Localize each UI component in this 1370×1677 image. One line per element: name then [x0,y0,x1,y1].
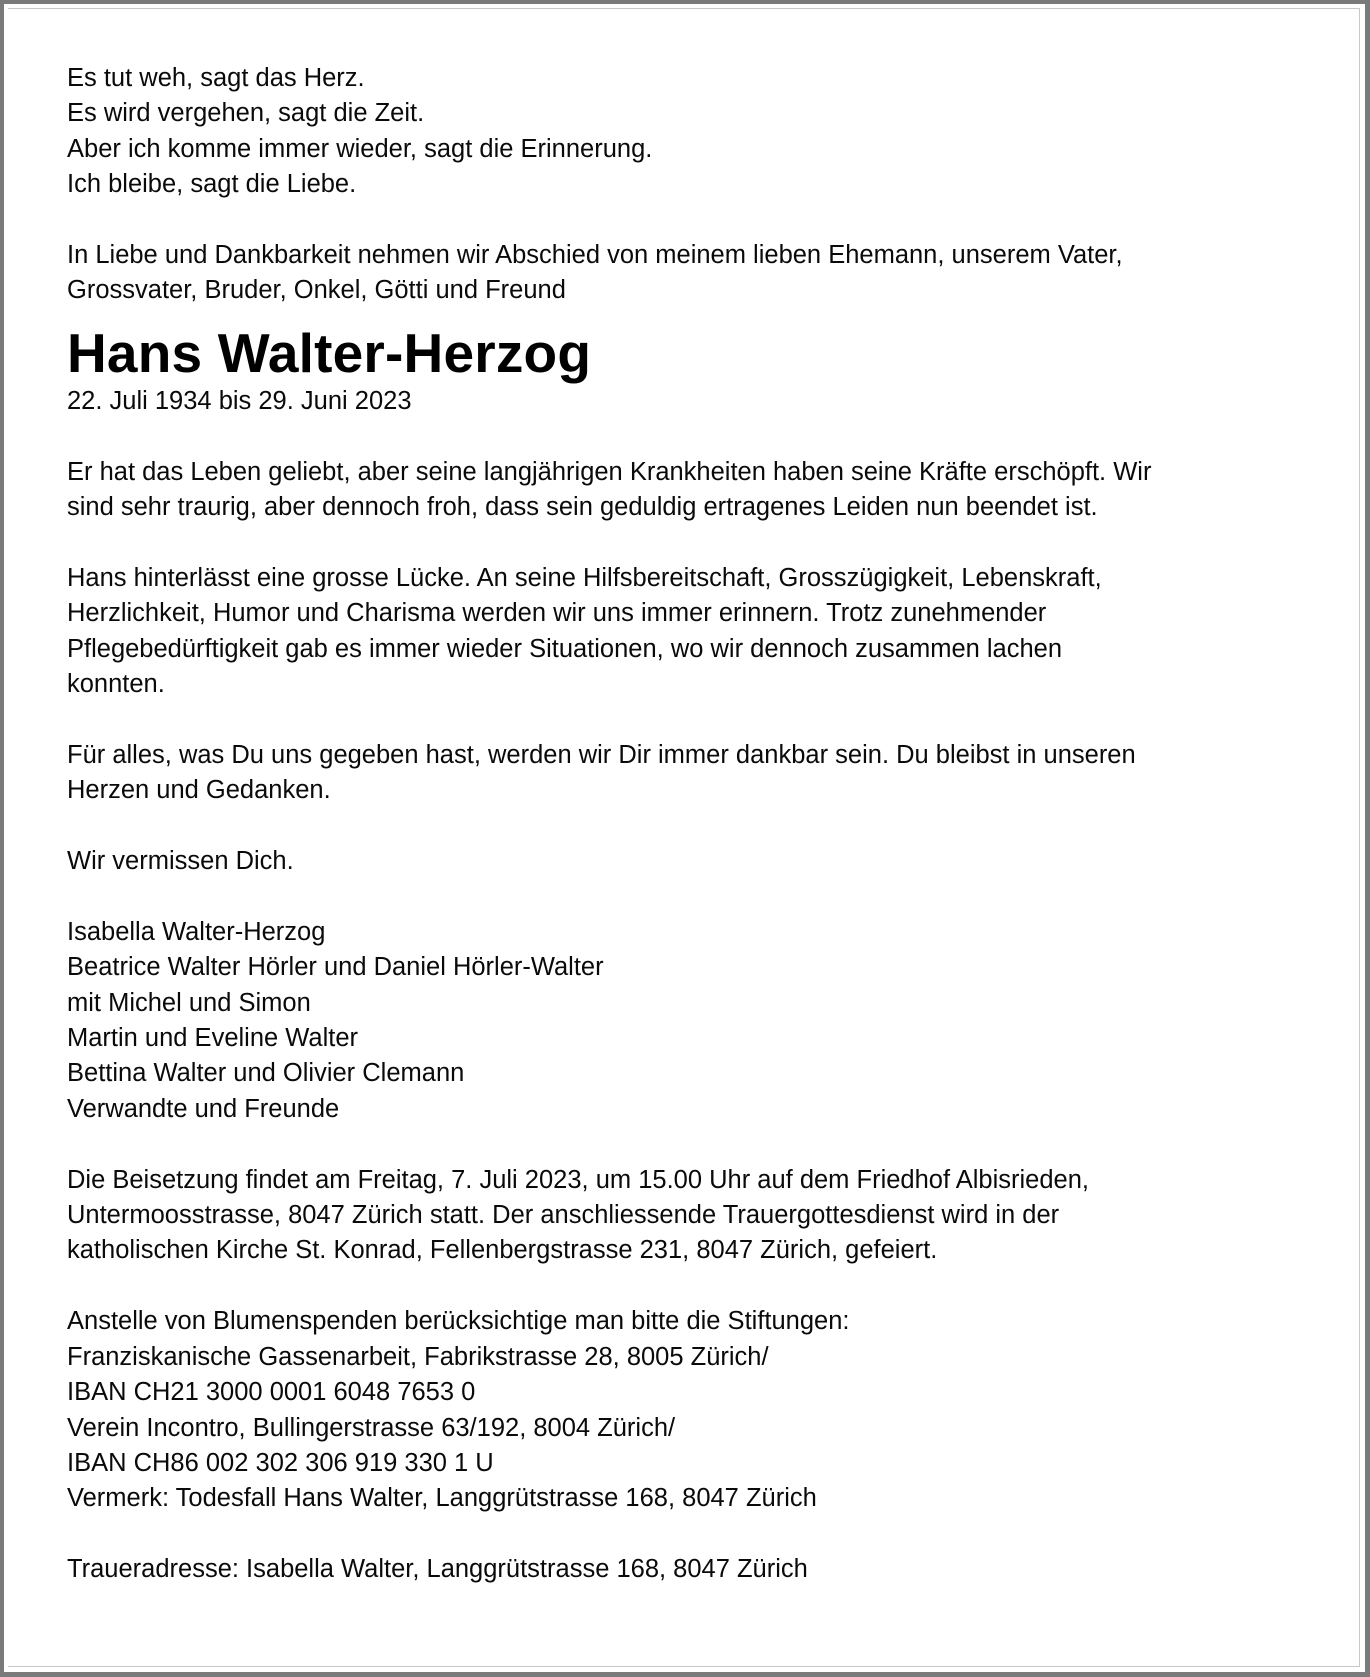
life-dates [67,384,1317,419]
spacer [67,702,1317,737]
donation-reference: Vermerk: Todesfall Hans Walter, Langgrütstrasse 168, 8047 Zürich [67,1484,817,1513]
spacer [67,1127,1317,1162]
donation-line: Anstelle von Blumenspenden berücksichtige man bitte die Stiftungen: [67,1307,850,1336]
paragraph-line: Er hat das Leben geliebt, aber seine langjährigen Krankheiten haben seine Kräfte erschöpft. Wir [67,457,1152,486]
frame-inner-line-top [8,8,1360,9]
funeral-details [67,1163,1317,1269]
paragraph-line: Hans hinterlässt eine grosse Lücke. An seine Hilfsbereitschaft, Grosszügigkeit, Lebenskraft, [67,563,1102,592]
spacer [67,203,1317,238]
spacer [67,419,1317,454]
paragraph-line: Für alles, was Du uns gegeben hast, werden wir Dir immer dankbar sein. Du bleibst in unseren [67,740,1136,769]
closing-line [67,844,1317,879]
poem-line: Ich bleibe, sagt die Liebe. [67,170,357,199]
paragraph-gratitude [67,738,1317,809]
funeral-line: Untermoosstrasse, 8047 Zürich statt. Der anschliessende Trauergottesdienst wird in der [67,1201,1060,1230]
donation-line: Franziskanische Gassenarbeit, Fabrikstrasse 28, 8005 Zürich/ [67,1342,769,1371]
mourner-entry: Bettina Walter und Olivier Clemann [67,1059,465,1088]
mourning-address-text: Traueradresse: Isabella Walter, Langgrütstrasse 168, 8047 Zürich [67,1555,808,1584]
spacer [67,1517,1317,1552]
intro-text [67,238,1317,309]
spacer [67,1269,1317,1304]
intro-line: Grossvater, Bruder, Onkel, Götti und Freund [67,276,566,305]
life-dates-text: 22. Juli 1934 bis 29. Juni 2023 [67,386,412,415]
frame-inner-line-bottom [8,1666,1360,1667]
poem-line: Es tut weh, sagt das Herz. [67,64,365,92]
paragraph-line: Herzen und Gedanken. [67,776,331,805]
mourning-address [67,1552,1317,1587]
funeral-line: katholischen Kirche St. Konrad, Fellenbergstrasse 231, 8047 Zürich, gefeiert. [67,1236,938,1265]
poem-line: Es wird vergehen, sagt die Zeit. [67,99,425,128]
paragraph-illness [67,455,1317,526]
donation-details [67,1304,1317,1516]
donation-line: Verein Incontro, Bullingerstrasse 63/192, 8004 Zürich/ [67,1413,676,1442]
obituary-content [67,61,1317,1588]
mourner-entry: Martin und Eveline Walter [67,1024,359,1053]
frame-inner-line-right [1359,8,1360,1667]
intro-line: In Liebe und Dankbarkeit nehmen wir Abschied von meinem lieben Ehemann, unserem Vater, [67,241,1123,270]
paragraph-line: Herzlichkeit, Humor und Charisma werden wir uns immer erinnern. Trotz zunehmender [67,599,1047,628]
donation-iban: IBAN CH86 002 302 306 919 330 1 U [67,1448,494,1477]
mourner-entry: Verwandte und Freunde [67,1094,340,1123]
spacer [67,879,1317,914]
spacer [67,525,1317,560]
paragraph-line: konnten. [67,670,165,699]
funeral-line: Die Beisetzung findet am Freitag, 7. Juli 2023, um 15.00 Uhr auf dem Friedhof Albisrieden, [67,1165,1089,1194]
deceased-name: Hans Walter-Herzog [67,321,592,384]
paragraph-line: Pflegebedürftigkeit gab es immer wieder Situationen, wo wir dennoch zusammen lachen [67,634,1063,663]
paragraph-memories [67,561,1317,703]
paragraph-line: sind sehr traurig, aber dennoch froh, dass sein geduldig ertragenes Leiden nun beendet ist. [67,493,1098,522]
poem [67,61,1317,203]
mourner-entry: Isabella Walter-Herzog [67,917,326,946]
poem-line: Aber ich komme immer wieder, sagt die Erinnerung. [67,134,653,163]
mourners-list [67,915,1317,1127]
mourner-entry: Beatrice Walter Hörler und Daniel Hörler-Walter [67,953,604,982]
spacer [67,809,1317,844]
closing-text: Wir vermissen Dich. [67,847,294,876]
mourner-entry: mit Michel und Simon [67,988,311,1017]
donation-iban: IBAN CH21 3000 0001 6048 7653 0 [67,1378,476,1407]
